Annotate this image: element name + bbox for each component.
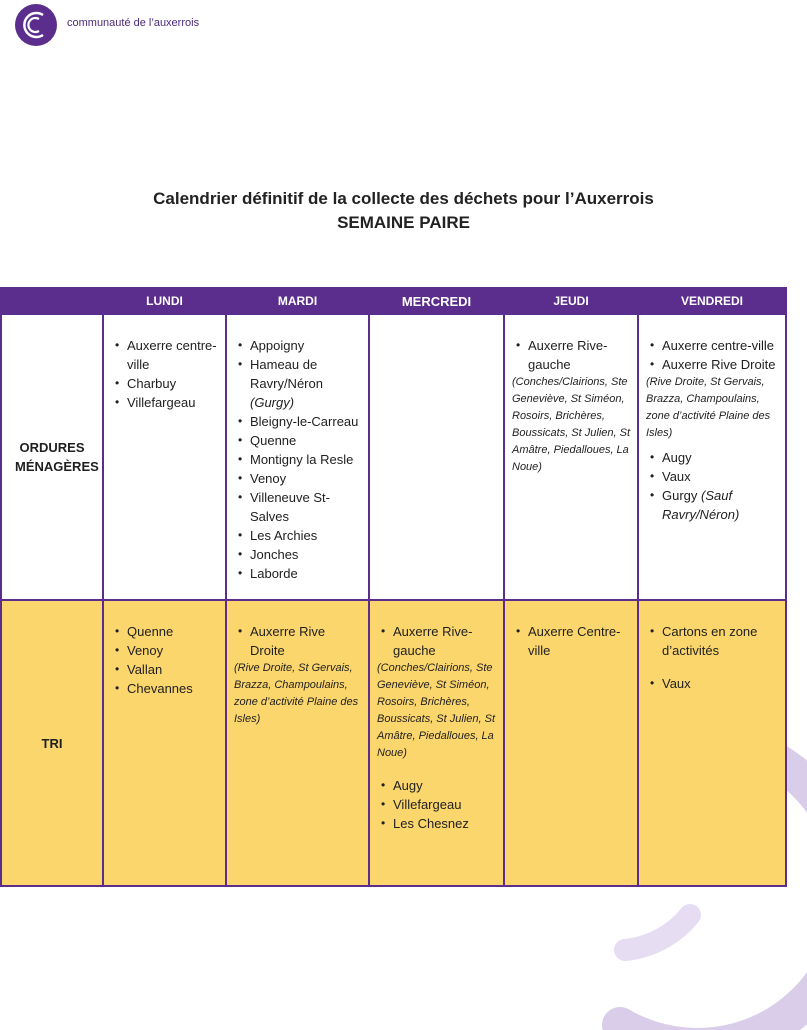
list-item: • Vallan: [111, 660, 220, 679]
brand-name: communauté de l’auxerrois: [67, 17, 200, 29]
page-title: [0, 187, 807, 235]
list-item-note: (Rive Droite, St Gervais, Brazza, Champoulains, zone d’activité Plaine des Isles): [234, 662, 359, 725]
list-item: • Auxerre Centre-ville: [512, 622, 632, 660]
cell-tri-lundi: [103, 600, 226, 886]
list-item: • Venoy: [234, 469, 363, 488]
cell-ordures-vendredi: [638, 314, 786, 600]
list-item-text: Auxerre Rive-gauche: [528, 338, 608, 372]
header-lundi: LUNDI: [103, 288, 226, 314]
row-label-ordures: [1, 314, 103, 600]
table-header-row: [1, 288, 786, 314]
list-item: • Quenne: [111, 622, 220, 641]
header-mardi: MARDI: [226, 288, 369, 314]
list-item: • Villefargeau: [111, 393, 220, 412]
list-item-note: (Conches/Clairions, Ste Geneviève, St Siméon, Rosoirs, Brichères, Boussicats, St Julien, St Amâtre, Piedalloues, La Noue): [512, 376, 630, 473]
list-item-note: (Sauf Ravry/Néron): [662, 488, 740, 522]
header-mercredi: MERCREDI: [369, 288, 504, 314]
header-jeudi: JEUDI: [504, 288, 638, 314]
header-vendredi: VENDREDI: [638, 288, 786, 314]
list-item-text: Auxerre Rive Droite: [250, 624, 326, 658]
list-item-note: (Conches/Clairions, Ste Geneviève, St Siméon, Rosoirs, Brichères, Boussicats, St Julien, St Amâtre, Piedalloues, La Noue): [377, 662, 495, 759]
row-label-tri-text: TRI: [41, 735, 63, 751]
list-item-note: (Gurgy): [250, 395, 295, 410]
list-item: • Bleigny-le-Carreau: [234, 412, 363, 431]
list-item: • Quenne: [234, 431, 363, 450]
row-ordures-menageres: [1, 314, 786, 600]
cell-tri-mercredi: [369, 600, 504, 886]
title-line-2: SEMAINE PAIRE: [337, 213, 470, 232]
list-item: [646, 486, 780, 524]
list-item: • Vaux: [646, 467, 780, 486]
cell-tri-vendredi: [638, 600, 786, 886]
row-tri: [1, 600, 786, 886]
list-item: • Chevannes: [111, 679, 220, 698]
list-item: • Jonches: [234, 545, 363, 564]
list-item: [512, 336, 632, 476]
list-item: • Montigny la Resle: [234, 450, 363, 469]
cell-ordures-mercredi: [369, 314, 504, 600]
list-item: [234, 355, 363, 412]
cell-ordures-jeudi: [504, 314, 638, 600]
cell-ordures-mardi: [226, 314, 369, 600]
list-item: • Villefargeau: [377, 795, 498, 814]
row-label-tri: [1, 600, 103, 886]
list-item: • Auxerre centre-ville: [646, 336, 780, 355]
cell-tri-mardi: [226, 600, 369, 886]
list-item: • Les Archies: [234, 526, 363, 545]
title-line-1: Calendrier définitif de la collecte des déchets pour l’Auxerrois: [153, 189, 654, 208]
list-item: [646, 355, 780, 442]
header-corner: [1, 288, 103, 314]
list-item-text: Gurgy: [662, 488, 698, 503]
list-item: • Augy: [377, 776, 498, 795]
cell-ordures-lundi: [103, 314, 226, 600]
list-item: [234, 622, 363, 728]
list-item: • Laborde: [234, 564, 363, 583]
list-item: • Villeneuve St-Salves: [234, 488, 363, 526]
list-item: • Venoy: [111, 641, 220, 660]
list-item-text: Auxerre Rive-gauche: [393, 624, 473, 658]
list-item: • Augy: [646, 448, 780, 467]
list-item: • Cartons en zone d’activités: [646, 622, 780, 660]
collection-calendar-table: [0, 287, 787, 887]
logo-icon: [12, 3, 60, 47]
list-item: [377, 622, 498, 762]
list-item: • Appoigny: [234, 336, 363, 355]
list-item: • Les Chesnez: [377, 814, 498, 833]
list-item-text: Hameau de Ravry/Néron: [250, 357, 323, 391]
list-item: • Charbuy: [111, 374, 220, 393]
list-item-note: (Rive Droite, St Gervais, Brazza, Champoulains, zone d’activité Plaine des Isles): [646, 376, 771, 439]
row-label-ordures-text: ORDURES MÉNAGÈRES: [15, 440, 99, 474]
cell-tri-jeudi: [504, 600, 638, 886]
list-item-text: Auxerre Rive Droite: [662, 357, 776, 372]
list-item: • Auxerre centre-ville: [111, 336, 220, 374]
list-item: • Vaux: [646, 674, 780, 693]
